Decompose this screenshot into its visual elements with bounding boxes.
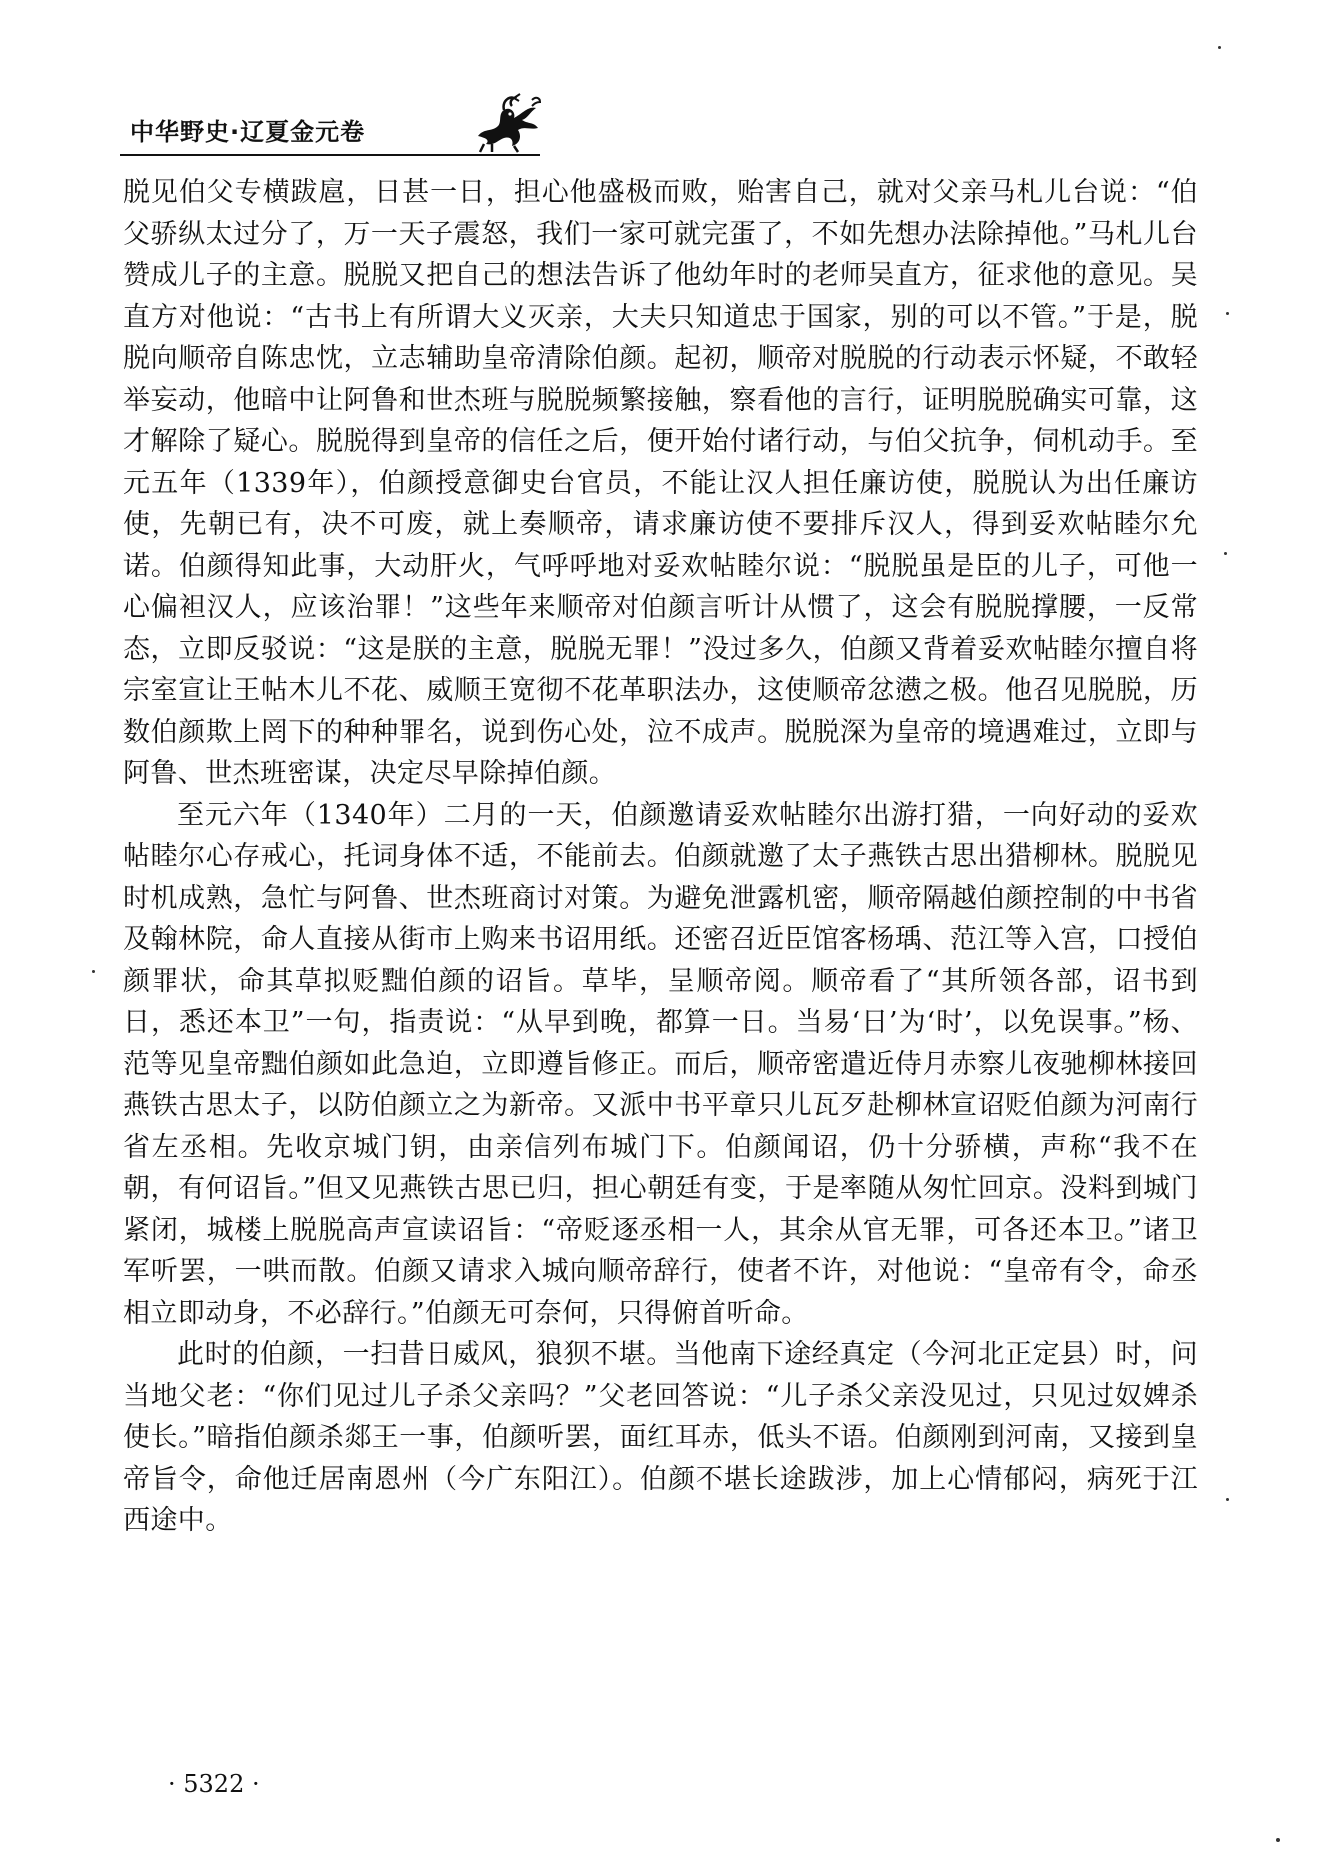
body-text xyxy=(123,172,1198,1542)
paragraph-1: 脱见伯父专横跋扈，日甚一日，担心他盛极而败，贻害自己，就对父亲马札儿台说：“伯父骄纵太过分了，万一天子震怒，我们一家可就完蛋了，不如先想办法除掉他。”马札儿台赞成儿子的主意。脱脱又把自己的想法告诉了他幼年时的老师吴直方，征求他的意见。吴直方对他说：“古书上有所谓大义灭亲，大夫只知道忠于国家，别的可以不管。”于是，脱脱向顺帝自陈忠忱，立志辅助皇帝清除伯颜。起初，顺帝对脱脱的行动表示怀疑，不敢轻举妄动，他暗中让阿鲁和世杰班与脱脱频繁接触，察看他的言行，证明脱脱确实可靠，这才解除了疑心。脱脱得到皇帝的信任之后，便开始付诸行动，与伯父抗争，伺机动手。至元五年（1339年），伯颜授意御史台官员，不能让汉人担任廉访使，脱脱认为出任廉访使，先朝已有，决不可废，就上奏顺帝，请求廉访使不要排斥汉人，得到妥欢帖睦尔允诺。伯颜得知此事，大动肝火，气呼呼地对妥欢帖睦尔说：“脱脱虽是臣的儿子，可他一心偏袒汉人，应该治罪！”这些年来顺帝对伯颜言听计从惯了，这会有脱脱撑腰，一反常态，立即反驳说：“这是朕的主意，脱脱无罪！”没过多久，伯颜又背着妥欢帖睦尔擅自将宗室宣让王帖木儿不花、威顺王宽彻不花革职法办，这使顺帝忿懑之极。他召见脱脱，历数伯颜欺上罔下的种种罪名，说到伤心处，泣不成声。脱脱深为皇帝的境遇难过，立即与阿鲁、世杰班密谋，决定尽早除掉伯颜。 xyxy=(123,177,1198,789)
scan-speck xyxy=(1218,46,1221,49)
dragon-emblem-icon xyxy=(470,92,544,154)
scan-speck xyxy=(92,970,95,973)
running-header xyxy=(120,92,550,154)
scan-speck xyxy=(1224,552,1227,555)
scan-speck xyxy=(1226,1498,1229,1501)
paragraph-3: 此时的伯颜，一扫昔日威风，狼狈不堪。当他南下途经真定（今河北正定县）时，问当地父老：“你们见过儿子杀父亲吗？”父老回答说：“儿子杀父亲没见过，只见过奴婢杀使长。”暗指伯颜杀郯王一事，伯颜听罢，面红耳赤，低头不语。伯颜刚到河南，又接到皇帝旨令，命他迁居南恩州（今广东阳江）。伯颜不堪长途跋涉，加上心情郁闷，病死于江西途中。 xyxy=(123,1339,1198,1536)
header-divider xyxy=(120,154,540,156)
page-number: · 5322 · xyxy=(168,1770,260,1798)
scan-speck xyxy=(1276,1838,1280,1842)
scan-speck xyxy=(1226,312,1229,315)
paragraph-2: 至元六年（1340年）二月的一天，伯颜邀请妥欢帖睦尔出游打猎，一向好动的妥欢帖睦尔心存戒心，托词身体不适，不能前去。伯颜就邀了太子燕铁古思出猎柳林。脱脱见时机成熟，急忙与阿鲁、世杰班商讨对策。为避免泄露机密，顺帝隔越伯颜控制的中书省及翰林院，命人直接从街市上购来书诏用纸。还密召近臣馆客杨瑀、范江等入宫，口授伯颜罪状，命其草拟贬黜伯颜的诏旨。草毕，呈顺帝阅。顺帝看了“其所领各部，诏书到日，悉还本卫”一句，指责说：“从早到晚，都算一日。当易‘日’为‘时’，以免误事。”杨、范等见皇帝黜伯颜如此急迫，立即遵旨修正。而后，顺帝密遣近侍月赤察儿夜驰柳林接回燕铁古思太子，以防伯颜立之为新帝。又派中书平章只儿瓦歹赴柳林宣诏贬伯颜为河南行省左丞相。先收京城门钥，由亲信列布城门下。伯颜闻诏，仍十分骄横，声称“我不在朝，有何诏旨。”但又见燕铁古思已归，担心朝廷有变，于是率随从匆忙回京。没料到城门紧闭，城楼上脱脱高声宣读诏旨：“帝贬逐丞相一人，其余从官无罪，可各还本卫。”诸卫军听罢，一哄而散。伯颜又请求入城向顺帝辞行，使者不许，对他说：“皇帝有令，命丞相立即动身，不必辞行。”伯颜无可奈何，只得俯首听命。 xyxy=(123,799,1198,1329)
book-title: 中华野史·辽夏金元卷 xyxy=(130,118,366,146)
